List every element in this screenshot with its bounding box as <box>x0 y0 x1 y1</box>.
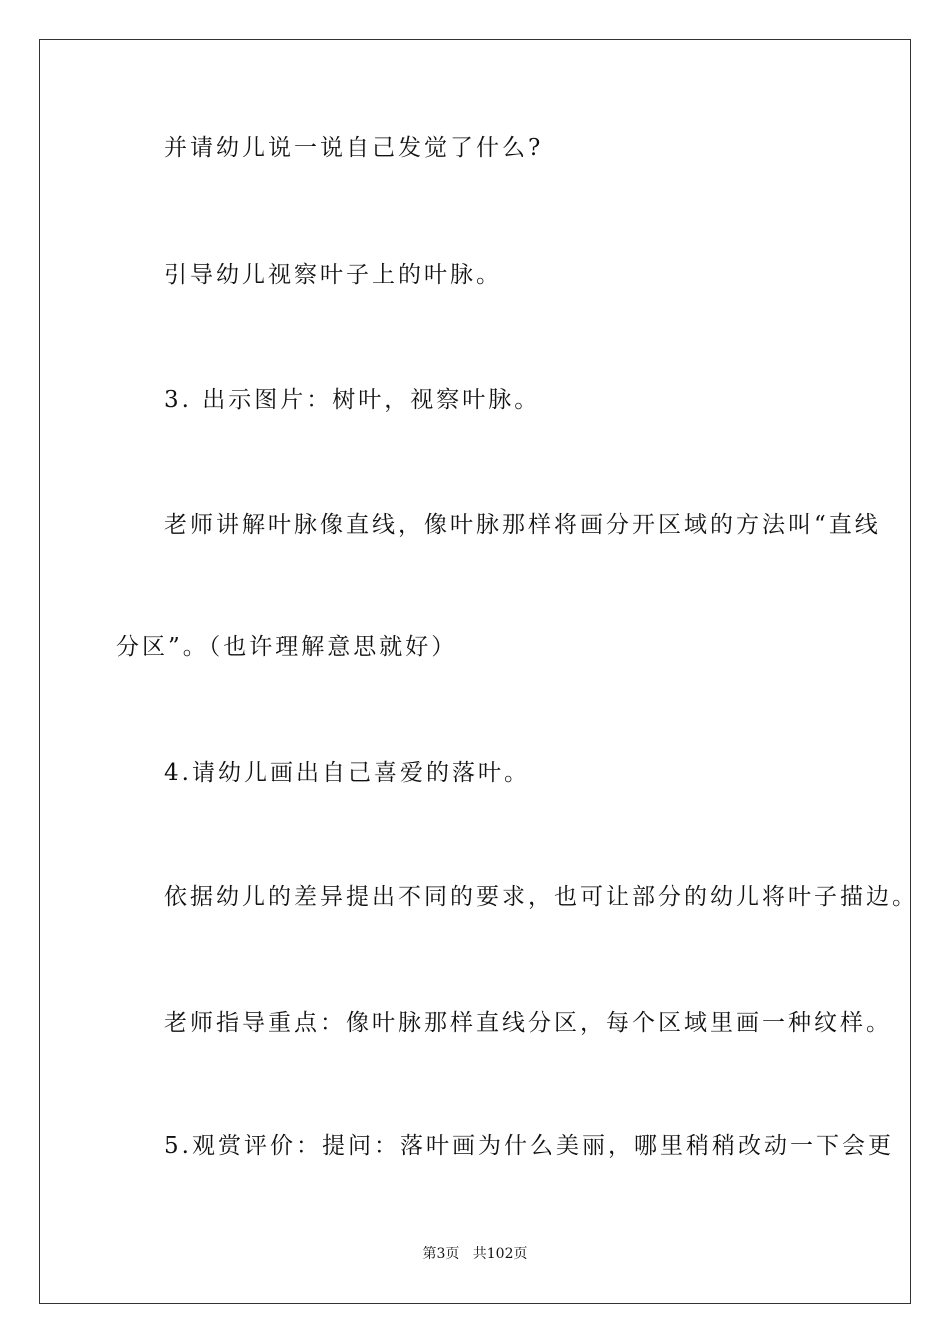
paragraph-line: 依据幼儿的差异提出不同的要求，也可让部分的幼儿将叶子描边。 <box>164 884 918 910</box>
paragraph-line: 老师讲解叶脉像直线，像叶脉那样将画分开区域的方法叫“直线 <box>164 512 881 538</box>
paragraph-line: 分区”。（也许理解意思就好） <box>116 634 458 660</box>
paragraph-line: 4.请幼儿画出自己喜爱的落叶。 <box>164 760 530 786</box>
paragraph-line: 3. 出示图片：树叶，视察叶脉。 <box>164 387 541 413</box>
page-border <box>39 39 911 1304</box>
paragraph-line: 老师指导重点：像叶脉那样直线分区，每个区域里画一种纹样。 <box>164 1010 892 1036</box>
paragraph-line: 并请幼儿说一说自己发觉了什么? <box>164 135 544 161</box>
page-footer: 第3页 共102页 <box>422 1246 528 1262</box>
paragraph-line: 5.观赏评价：提问：落叶画为什么美丽，哪里稍稍改动一下会更 <box>164 1133 894 1159</box>
paragraph-line: 引导幼儿视察叶子上的叶脉。 <box>164 262 502 288</box>
